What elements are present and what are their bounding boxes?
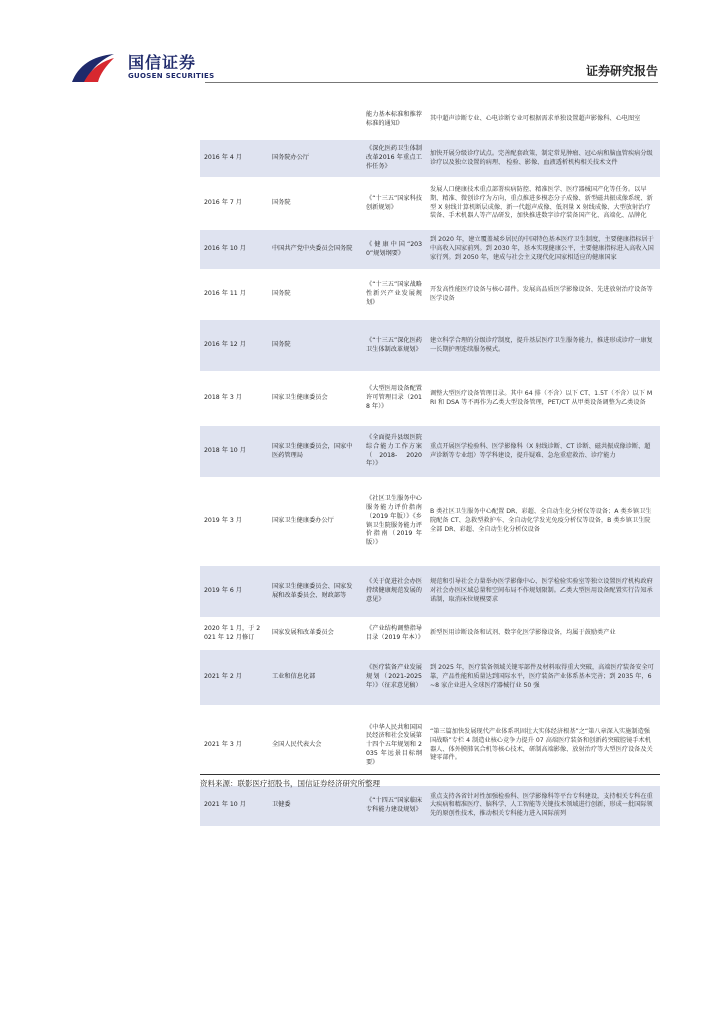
cell-date: 2016 年 12 月 (200, 320, 268, 372)
cell-date: 2016 年 11 月 (204, 290, 246, 298)
cell-date: 2016 年 10 月 (200, 230, 268, 270)
table-row (200, 178, 660, 230)
cell-date: 2019 年 6 月 (200, 566, 268, 618)
cell-document: 《健康中国“2030”规划纲要》 (362, 230, 426, 270)
table-row (200, 650, 660, 706)
table-row (200, 320, 660, 372)
cell-description: 发展人口健康技术重点部署疾病防控、精准医学、医疗器械国产化等任务。以早期、精准、微创诊疗为方向，重点推进多模态分子成像、新型磁共振成像系统、新型 X 射线计算机断层成像、新一代超声成像、低剂量 X 射线成像、大型放射治疗装备、手术机器人等产品研发，加快推进数字诊疗装备国产化、高端化、品牌化 (430, 186, 653, 220)
cell-date: 2020 年 1 月，于 2021 年 12 月修订 (204, 624, 261, 641)
cell-department: 国家卫生健康委员会，国家中医药管理局 (268, 426, 362, 478)
cell-department: 国家卫生健康委员会、国家发展和改革委员会、财政部等 (268, 566, 362, 618)
table-row (200, 100, 660, 140)
cell-date: 2016 年 4 月 (200, 140, 268, 178)
cell-document: 《中华人民共和国国民经济和社会发展第十四个五年规划和 2035 年远景目标纲要》 (366, 723, 422, 766)
cell-date: 2021 年 2 月 (200, 650, 268, 706)
cell-description: B 类社区卫生服务中心配置 DR、彩超、全自动生化分析仪等设备；A 类乡镇卫生院配备 CT、急救型救护车、全自动化学发光免疫分析仪等设备，B 类乡镇卫生院全部 DR、彩超、全自动生化分析仪设备 (430, 508, 652, 533)
cell-document: 《“十三五”国家战略性新兴产业发展规划》 (366, 281, 422, 306)
cell-department (268, 100, 362, 140)
cell-department: 国家发展和改革委员会 (272, 629, 334, 637)
brand-name: 国信证券 (128, 53, 197, 72)
cell-document: 《关于促进社会办医持续健康规范发展的意见》 (362, 566, 426, 618)
cell-document: 《医疗装备产业发展规划（2021-2025 年）》（征求意见稿） (362, 650, 426, 706)
cell-description: 到 2020 年，建立覆盖城乡居民的中国特色基本医疗卫生制度，主要健康指标居于中高收入国家前列。到 2030 年，基本实现健康公平，主要健康指标进入高收入国家行列。到 2050 年，建成与社会主义现代化国家相适应的健康国家 (426, 230, 660, 270)
cell-document: 《深化医药卫生体制改革2016 年重点工作任务》 (362, 140, 426, 178)
report-title: 证券研究报告 (585, 64, 658, 78)
cell-date: 2018 年 10 月 (200, 426, 268, 478)
cell-department: 国务院 (268, 320, 362, 372)
cell-date: 2021 年 10 月 (200, 786, 268, 826)
cell-description: 新型医用诊断设备和试剂、数字化医学影像设备，均属于鼓励类产业 (430, 629, 616, 637)
table-row (200, 786, 660, 826)
table-row (200, 140, 660, 178)
cell-document: 《“十四五”国家临床专科能力建设规划》 (362, 786, 426, 826)
cell-department: 卫健委 (268, 786, 362, 826)
cell-document: 《全面提升县级医院综合能力工作方案（2018- 2020 年）》 (362, 426, 426, 478)
cell-department: 国务院 (272, 290, 291, 298)
cell-description: 其中超声诊断专业、心电诊断专业可根据需求单独设置超声影像科、心电图室 (430, 115, 641, 123)
cell-description: 规范和引导社会力量举办医学影像中心、医学检验实验室等独立设置医疗机构政府对社会办医区域总量和空间布局不作规划限制。乙类大型医用设备配置实行告知承诺制，取消床位规模要求 (426, 566, 660, 618)
cell-date: 2019 年 3 月 (204, 517, 242, 525)
table-row (200, 270, 660, 320)
table-row (200, 566, 660, 618)
cell-date: 2016 年 7 月 (204, 199, 242, 207)
cell-department: 全国人民代表大会 (272, 741, 322, 749)
cell-department: 工业和信息化部 (268, 650, 362, 706)
cell-description: 到 2025 年，医疗装备领域关键零部件及材料取得重大突破，高端医疗装备安全可靠，产品性能和质量达到国际水平，医疗装备产业体系基本完善；到 2035 年，6~8 家企业进入全球医疗器械行业 50 强 (426, 650, 660, 706)
cell-description: 重点支持各省针对性加强检验科、医学影像科等平台专科建设，支持相关专科在重大疾病和精准医疗、脑科学、人工智能等关键技术领域进行创新，形成一批国际领先的原创性技术，推动相关专科能力进入国际前列 (426, 786, 660, 826)
cell-document: 《社区卫生服务中心服务能力评价指南（2019 年版）》《乡镇卫生院服务能力评价指南（2019 年版）》 (366, 495, 422, 546)
table-row (200, 478, 660, 566)
cell-description: 重点开展医学检验科、医学影像科（X 射线诊断、CT 诊断、磁共振成像诊断、超声诊断等专业组）等学科建设，提升疑难、急危重症救治、诊疗能力 (426, 426, 660, 478)
table-row (200, 230, 660, 270)
cell-document: 《“十三五”深化医药卫生体制改革规划》 (362, 320, 426, 372)
cell-department: 国务院 (272, 199, 291, 207)
cell-description: 加快开展分级诊疗试点。完善配套政策，制定常见肿瘤、冠心病和脑血管疾病分级诊疗以及独立设置的病理、 检验、影像、血液透析机构相关技术文件 (426, 140, 660, 178)
page-header (0, 0, 724, 90)
cell-description: 调整大型医疗设备管理目录。其中 64 排（不含）以下 CT、1.5T（不含）以下 MRI 和 DSA 等不再作为乙类大型设备管理，PET/CT 从甲类设备调整为乙类设备 (430, 389, 653, 406)
policy-table-body (200, 100, 660, 826)
policy-table (200, 99, 660, 826)
cell-department: 国家卫生健康委员会 (272, 394, 328, 402)
cell-document: 《“十三五”国家科技创新规划》 (366, 194, 422, 211)
cell-date: 2018 年 3 月 (204, 394, 242, 402)
table-row (200, 618, 660, 650)
cell-description: 建立科学合理的分级诊疗制度，提升基层医疗卫生服务能力，推进形成诊疗一康复一长期护理连续服务模式。 (426, 320, 660, 372)
cell-document: 《产业结构调整指导目录（2019 年本）》 (366, 624, 424, 641)
cell-description: “第三篇加快发展现代产业体系巩固壮大实体经济根基”之“第八章深入实施制造强国战略”专栏 4 制造业核心竞争力提升 07 高端医疗装备和创新药突破腔镜手术机器人、体外膜肺氧合机等核心技术，研制高端影像、放射治疗等大型医疗设备及关键零部件。 (430, 728, 653, 762)
cell-document: 《大型医用设备配置许可管理目录（2018 年）》 (366, 385, 422, 410)
cell-department: 国家卫生健康委办公厅 (272, 517, 334, 525)
source-note: 资料来源：联影医疗招股书，国信证券经济研究所整理 (200, 779, 380, 788)
cell-date (200, 100, 268, 140)
cell-department: 国务院办公厅 (268, 140, 362, 178)
table-row (200, 426, 660, 478)
table-bottom-rule (200, 774, 660, 775)
guosen-logo-icon (70, 52, 116, 86)
cell-description: 开发高性能医疗设备与核心部件。发展高品质医学影像设备、先进放射治疗设备等医学设备 (430, 285, 653, 302)
cell-date: 2021 年 3 月 (204, 741, 242, 749)
brand-name-english: GUOSEN SECURITIES (128, 72, 215, 80)
header-divider (205, 82, 658, 83)
cell-department: 中国共产党中央委员会国务院 (268, 230, 362, 270)
table-row (200, 372, 660, 426)
cell-document: 能力基本标准和推荐标准的通知》 (366, 110, 422, 127)
